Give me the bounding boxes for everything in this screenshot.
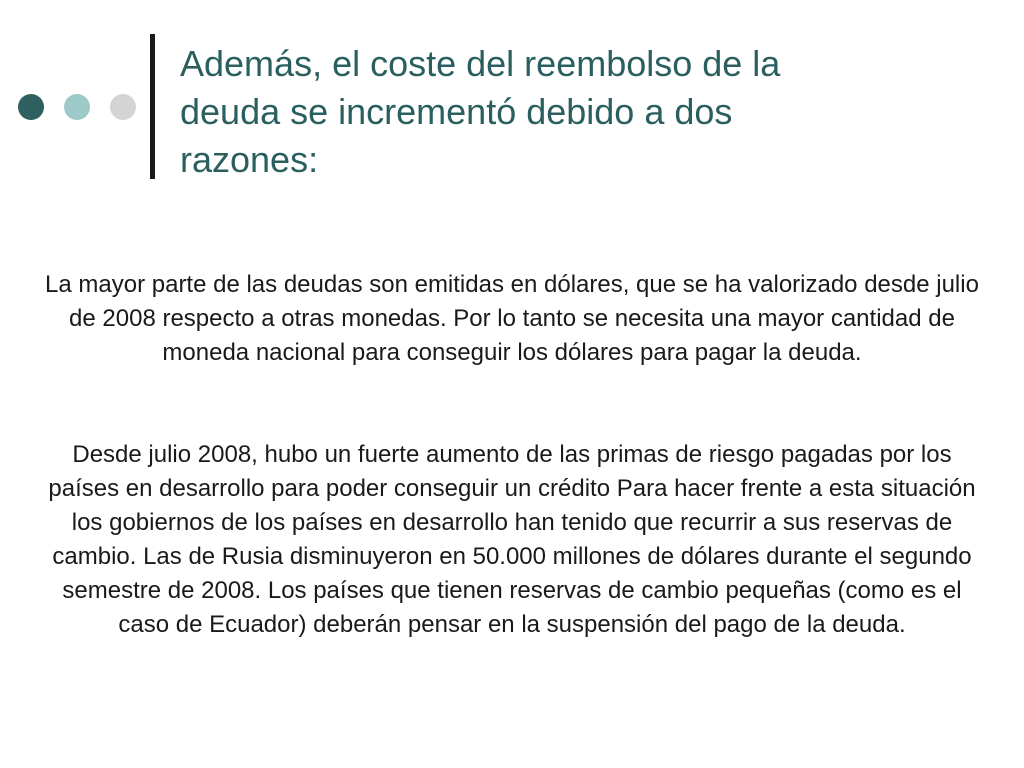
slide-title: Además, el coste del reembolso de la deuda se incrementó debido a dos razones: bbox=[180, 43, 781, 180]
gray-dot bbox=[110, 94, 136, 120]
paragraph-text: Desde julio 2008, hubo un fuerte aumento de las primas de riesgo pagadas por los países en desarrollo para poder conseguir un crédito Para hacer frente a esta situación los gobiernos de los países en desarrollo han tenido que recurrir a sus reservas de cambio. Las de Rusia disminuyeron en 50.000 millones de dólares durante el segundo semestre de 2008. Los países que tienen reservas de cambio pequeñas (como es el caso de Ecuador) deberán pensar en la suspensión del pago de la deuda. bbox=[48, 441, 976, 638]
paragraph-text: La mayor parte de las deudas son emitidas en dólares, que se ha valorizado desde julio de 2008 respecto a otras monedas. Por lo tanto se necesita una mayor cantidad de moneda nacional para conseguir los dólares para pagar la deuda. bbox=[45, 271, 979, 366]
decorative-dots bbox=[18, 94, 136, 120]
body-paragraph-2 bbox=[40, 438, 984, 642]
vertical-divider bbox=[150, 34, 155, 179]
dark-teal-dot bbox=[18, 94, 44, 120]
light-teal-dot bbox=[64, 94, 90, 120]
body-paragraph-1 bbox=[40, 268, 984, 370]
